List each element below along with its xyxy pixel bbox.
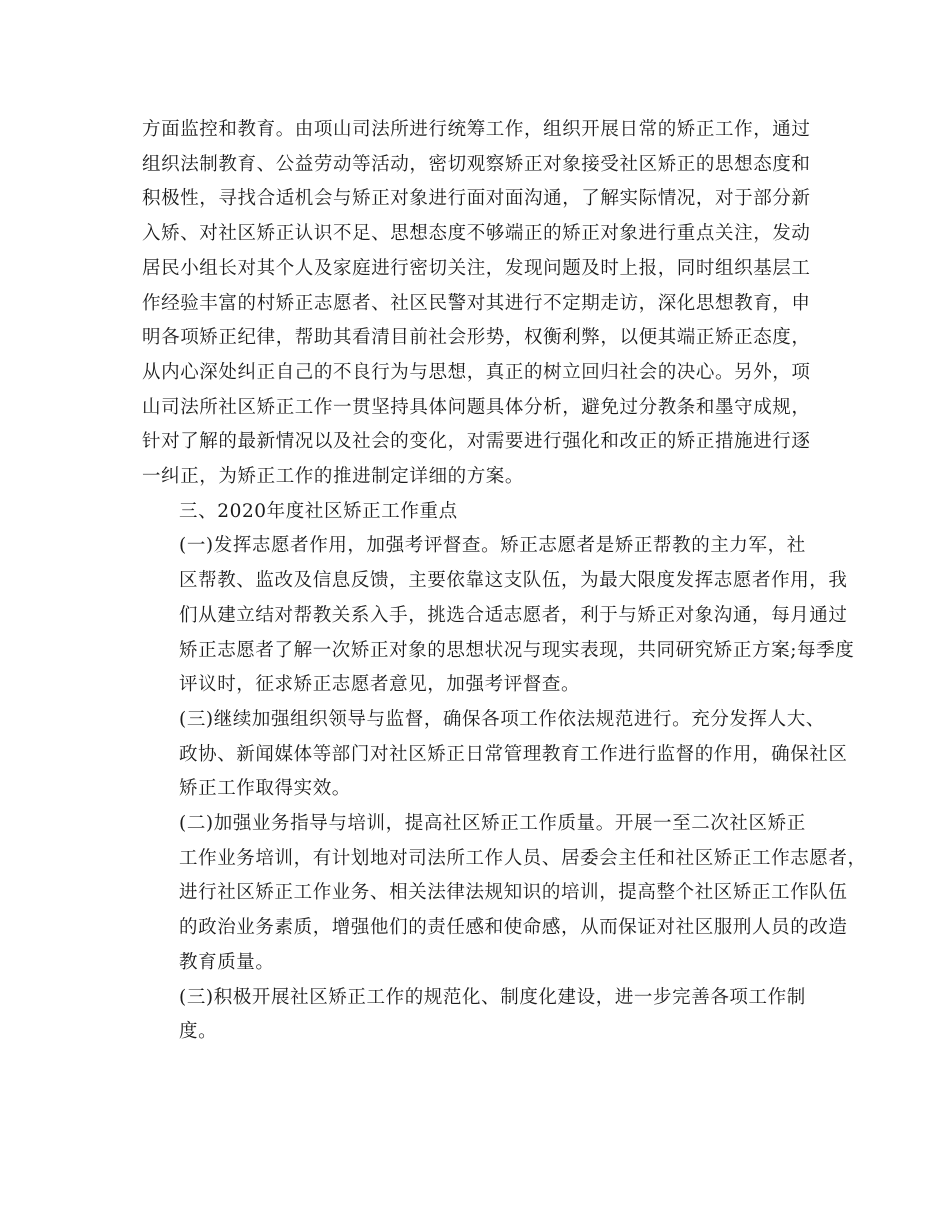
text-line: 作经验丰富的村矫正志愿者、社区民警对其进行不定期走访，深化思想教育，申 [142,292,811,314]
text-line: 明各项矫正纪律，帮助其看清目前社会形势，权衡利弊，以便其端正矫正态度， [142,327,811,349]
text-line: 教育质量。 [179,951,275,973]
text-line: 居民小组长对其个人及家庭进行密切关注，发现问题及时上报，同时组织基层工 [142,257,811,279]
text-line: (三)积极开展社区矫正工作的规范化、制度化建设，进一步完善各项工作制 [179,986,806,1008]
text-line: 针对了解的最新情况以及社会的变化，对需要进行强化和改正的矫正措施进行逐 [142,431,811,453]
section-heading [142,495,814,530]
text-line: 一纠正，为矫正工作的推进制定详细的方案。 [142,466,525,488]
paragraph-standardization [142,981,814,1050]
paragraph-training [142,807,867,981]
text-line: 政协、新闻媒体等部门对社区矫正日常管理教育工作进行监督的作用，确保社区 [179,743,848,765]
text-line: 进行社区矫正工作业务、相关法律法规知识的培训，提高整个社区矫正工作队伍 [179,882,848,904]
paragraph-supervision [142,113,814,495]
text-line: 从内心深处纠正自己的不良行为与思想，真正的树立回归社会的决心。另外，项 [142,361,811,383]
text-line: 的政治业务素质，增强他们的责任感和使命感，从而保证对社区服刑人员的改造 [179,917,848,939]
text-line: 度。 [179,1021,218,1043]
text-line: 矫正工作取得实效。 [179,778,351,800]
text-line: 方面监控和教育。由项山司法所进行统筹工作，组织开展日常的矫正工作，通过 [142,119,811,140]
text-line: 积极性，寻找合适机会与矫正对象进行面对面沟通，了解实际情况，对于部分新 [142,188,811,210]
text-line: (二)加强业务指导与培训，提高社区矫正工作质量。开展一至二次社区矫正 [179,813,806,835]
heading-text: 三、2020年度社区矫正工作重点 [179,500,458,522]
document-body [142,113,867,1050]
text-line: 矫正志愿者了解一次矫正对象的思想状况与现实表现，共同研究矫正方案;每季度 [179,639,855,661]
text-line: 入矫、对社区矫正认识不足、思想态度不够端正的矫正对象进行重点关注，发动 [142,223,811,245]
text-line: 评议时，征求矫正志愿者意见，加强考评督查。 [179,674,581,696]
text-line: 们从建立结对帮教关系入手，挑选合适志愿者，利于与矫正对象沟通，每月通过 [179,604,848,626]
text-line: (一)发挥志愿者作用，加强考评督查。矫正志愿者是矫正帮教的主力军，社 [179,535,806,557]
paragraph-leadership [142,703,848,807]
text-line: 工作业务培训，有计划地对司法所工作人员、居委会主任和社区矫正工作志愿者， [179,847,867,869]
text-line: 山司法所社区矫正工作一贯坚持具体问题具体分析，避免过分教条和墨守成规， [142,396,811,418]
paragraph-volunteers [142,529,855,703]
text-line: (三)继续加强组织领导与监督，确保各项工作依法规范进行。充分发挥人大、 [179,708,825,730]
text-line: 组织法制教育、公益劳动等活动，密切观察矫正对象接受社区矫正的思想态度和 [142,153,811,175]
text-line: 区帮教、监改及信息反馈，主要依靠这支队伍，为最大限度发挥志愿者作用，我 [179,570,848,592]
